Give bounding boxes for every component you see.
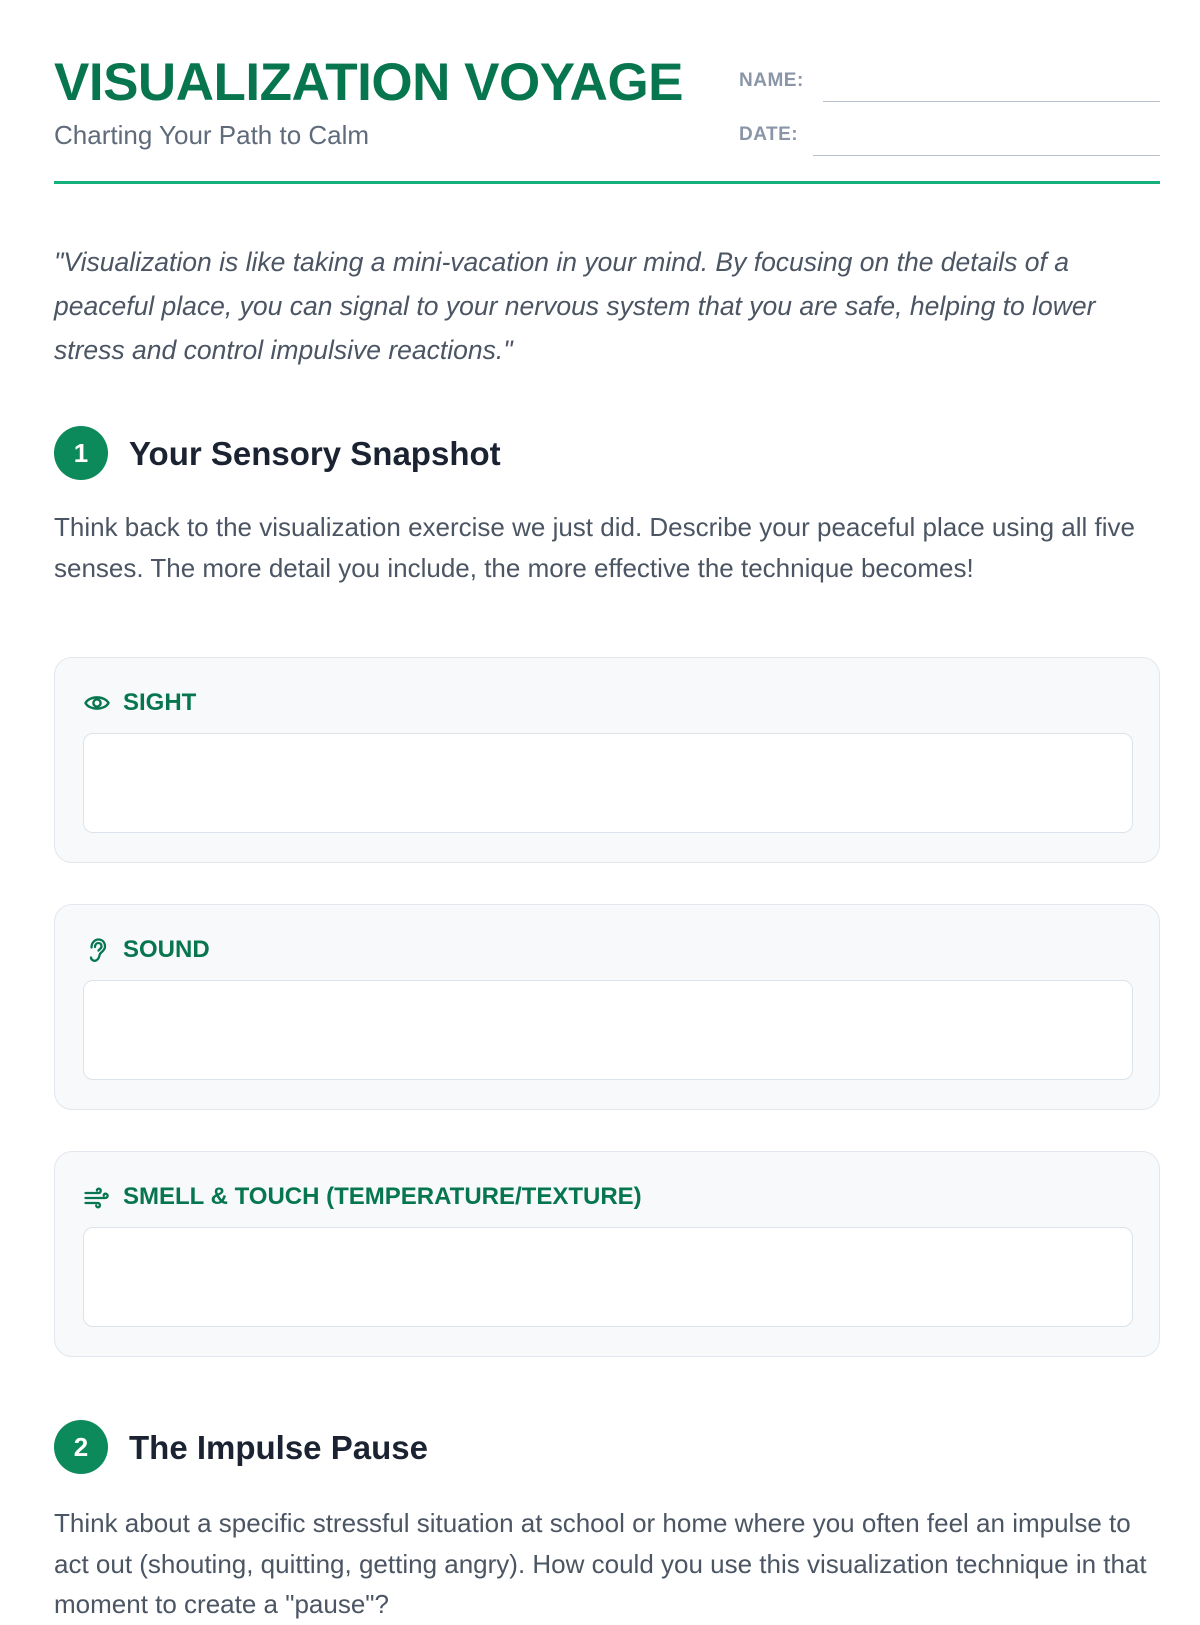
name-label: NAME:: [739, 70, 804, 91]
smell-touch-card: [54, 1151, 1160, 1357]
smell-touch-label: SMELL & TOUCH (TEMPERATURE/TEXTURE): [123, 1183, 642, 1210]
sound-card: [54, 904, 1160, 1110]
section-number-badge: 1: [54, 426, 108, 480]
worksheet-page: [54, 0, 1160, 1619]
header-divider: [54, 181, 1160, 184]
eye-icon: [83, 690, 111, 716]
name-line[interactable]: [823, 101, 1160, 102]
page-subtitle: Charting Your Path to Calm: [54, 120, 370, 150]
section-description: Think back to the visualization exercise we just did. Describe your peaceful place using all five senses. The more detail you include, the more effective the technique becomes!: [54, 512, 1135, 583]
section-title: The Impulse Pause: [129, 1429, 428, 1466]
page-title: VISUALIZATION VOYAGE: [54, 53, 684, 112]
sight-label: SIGHT: [123, 689, 197, 716]
section-description: Think about a specific stressful situation at school or home where you often feel an impulse to act out (shouting, quitting, getting angry). How could you use this visualization technique in that moment to create a "pause"?: [54, 1508, 1147, 1619]
wind-icon: [83, 1184, 111, 1210]
date-line[interactable]: [813, 155, 1160, 156]
date-field[interactable]: [739, 116, 1160, 156]
sight-card: [54, 657, 1160, 863]
section-number-badge: 2: [54, 1420, 108, 1474]
sound-input[interactable]: [83, 980, 1133, 1080]
worksheet-header: [54, 0, 1160, 186]
sight-input[interactable]: [83, 733, 1133, 833]
section-title: Your Sensory Snapshot: [129, 435, 501, 472]
section-impulse-pause: [54, 1420, 1160, 1474]
intro-quote: "Visualization is like taking a mini-vacation in your mind. By focusing on the details of a peaceful place, you can signal to your nervous system that you are safe, helping to lower stress and control impulsive reactions.": [54, 247, 1096, 365]
name-field[interactable]: [739, 62, 1160, 102]
sound-label: SOUND: [123, 936, 210, 963]
date-label: DATE:: [739, 124, 799, 145]
ear-icon: [83, 937, 111, 963]
section-sensory-snapshot: [54, 426, 1160, 480]
smell-touch-input[interactable]: [83, 1227, 1133, 1327]
